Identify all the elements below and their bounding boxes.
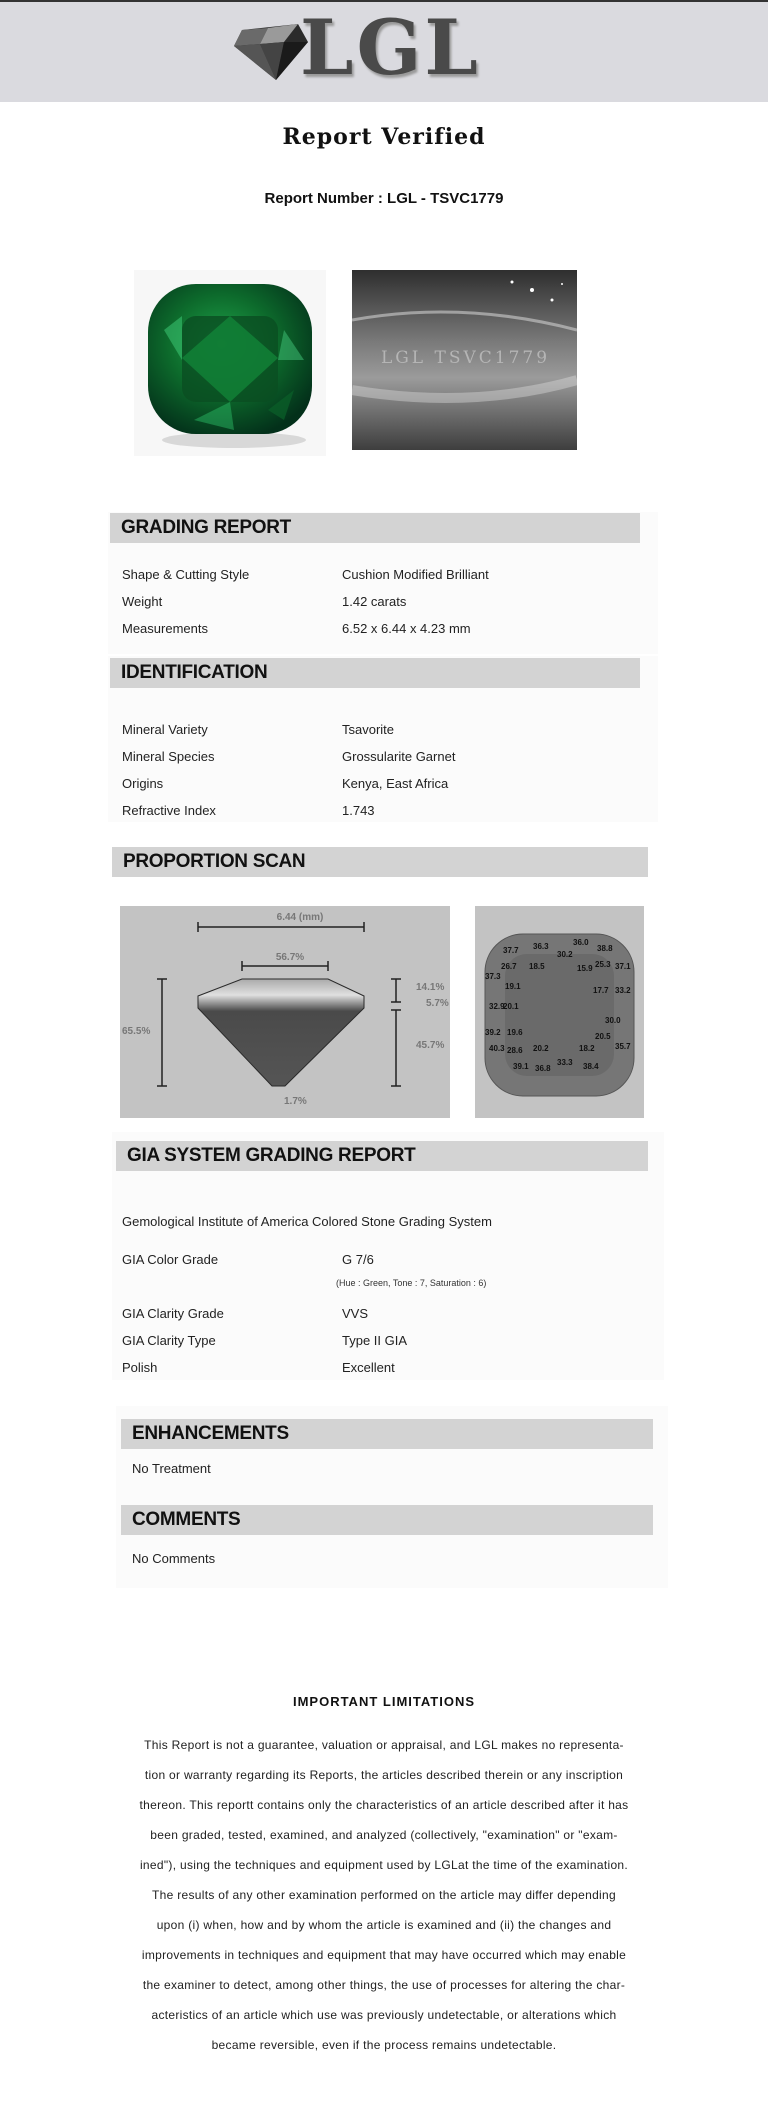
top-view-value: 38.8 [597,944,613,953]
row-label: Refractive Index [122,803,216,818]
girdle-label: 5.7% [426,998,449,1009]
top-view-value: 39.2 [485,1028,501,1037]
top-view-value: 35.7 [615,1042,631,1051]
page-title: Report Verified [282,124,486,150]
limitations-line: been graded, tested, examined, and analyzed (collectively, "examination" or "exam- [150,1828,618,1842]
top-view-value: 18.5 [529,962,545,971]
limitations-heading: IMPORTANT LIMITATIONS [292,1694,476,1709]
row-value: VVS [342,1306,369,1321]
limitations-line: the examiner to detect, among other things, the use of processes for altering the char- [142,1978,626,1992]
top-view-value: 40.3 [489,1044,505,1053]
gia-row [122,1360,622,1378]
top-view-value: 32.9 [489,1002,505,1011]
gia-row [122,1306,622,1324]
row-label: GIA Color Grade [122,1252,219,1267]
top-view-value: 36.0 [573,938,589,947]
identification-row [122,722,622,740]
identification-row [122,776,622,794]
row-label: GIA Clarity Grade [122,1306,224,1321]
top-view-value: 37.3 [485,972,501,981]
inscription-text: LGL TSVC1779 [380,348,551,368]
row-label: Measurements [122,621,208,636]
grading-row [122,567,622,585]
table-label: 56.7% [275,952,305,963]
row-value: Excellent [342,1360,395,1375]
row-value: Cushion Modified Brilliant [342,567,489,582]
top-view-value: 36.3 [533,942,549,951]
pavilion-label: 45.7% [416,1040,445,1051]
identification-row [122,749,622,767]
limitations-line: acteristics of an article which use was previously undetectable, or alterations which [151,2008,617,2022]
grading-row [122,594,622,612]
gia-system-line: Gemological Institute of America Colored Stone Grading System [122,1214,492,1229]
top-view-value: 15.9 [577,964,593,973]
gem-photo [134,270,326,456]
limitations-line: thereon. This reportt contains only the characteristics of an article described after it has [139,1798,629,1812]
top-view-value: 36.8 [535,1064,551,1073]
comments-heading: COMMENTS [121,1505,653,1535]
row-value: 1.743 [342,803,375,818]
row-value: Tsavorite [342,722,395,737]
top-view-value: 28.6 [507,1046,523,1055]
row-value: G 7/6 [342,1252,374,1267]
top-view-value: 38.4 [583,1062,599,1071]
culet-label: 1.7% [284,1096,307,1107]
row-value: Type II GIA [342,1333,408,1348]
row-label: Shape & Cutting Style [122,567,250,582]
gia-row [122,1333,622,1351]
top-view-value: 18.2 [579,1044,595,1053]
enhancements-heading: ENHANCEMENTS [121,1419,653,1449]
top-view-value: 25.3 [595,960,611,969]
top-view-value: 37.1 [615,962,631,971]
top-view-value: 30.2 [557,950,573,959]
total-depth-label: 65.5% [122,1026,151,1037]
row-value: Kenya, East Africa [342,776,449,791]
limitations-line: The results of any other examination performed on the article may differ depending [152,1888,616,1902]
proportion-scan-heading: PROPORTION SCAN [112,847,648,877]
row-value: Grossularite Garnet [342,749,456,764]
proportion-profile-diagram [120,906,450,1118]
identification-heading: IDENTIFICATION [110,658,640,688]
top-view-value: 20.1 [503,1002,519,1011]
limitations-line: upon (i) when, how and by whom the article is examined and (ii) the changes and [156,1918,612,1932]
grading-row [122,621,622,639]
top-view-value: 20.5 [595,1032,611,1041]
diamond-logo-icon [232,20,310,84]
width-label: 6.44 (mm) [276,912,324,923]
gia-heading: GIA SYSTEM GRADING REPORT [116,1141,648,1171]
top-view-value: 37.7 [503,946,519,955]
row-label: Mineral Variety [122,722,208,737]
lgl-logo: LGL [300,3,481,92]
proportion-top-view-diagram [475,906,644,1118]
comments-text: No Comments [132,1551,216,1566]
inscription-photo [352,270,577,450]
limitations-line: This Report is not a guarantee, valuation or appraisal, and LGL makes no representa- [144,1738,624,1752]
top-view-value: 39.1 [513,1062,529,1071]
limitations-text [110,1730,658,2060]
top-view-value: 26.7 [501,962,517,971]
top-view-value: 17.7 [593,986,609,995]
limitations-line: tion or warranty regarding its Reports, the articles described therein or any inscription [144,1768,624,1782]
enhancements-text: No Treatment [132,1461,211,1476]
top-view-value: 33.3 [557,1058,573,1067]
row-label: Polish [122,1360,158,1375]
limitations-line: improvements in techniques and equipment that may have occurred which may enable [141,1948,627,1962]
crown-label: 14.1% [416,982,445,993]
row-value: 6.52 x 6.44 x 4.23 mm [342,621,471,636]
row-label: Weight [122,594,163,609]
limitations-line: became reversible, even if the process remains undetectable. [211,2038,557,2052]
row-value: 1.42 carats [342,594,407,609]
gia-color-row [122,1252,622,1270]
limitations-line: ined"), using the techniques and equipment used by LGLat the time of the examination. [139,1858,629,1872]
top-view-value: 20.2 [533,1044,549,1053]
gia-color-note: (Hue : Green, Tone : 7, Saturation : 6) [336,1278,487,1288]
report-number: Report Number : LGL - TSVC1779 [264,190,504,207]
top-view-value: 33.2 [615,986,631,995]
identification-row [122,803,622,821]
top-view-value: 19.1 [505,982,521,991]
top-view-value: 19.6 [507,1028,523,1037]
row-label: GIA Clarity Type [122,1333,216,1348]
row-label: Origins [122,776,164,791]
grading-report-heading: GRADING REPORT [110,513,640,543]
row-label: Mineral Species [122,749,215,764]
top-view-value: 30.0 [605,1016,621,1025]
